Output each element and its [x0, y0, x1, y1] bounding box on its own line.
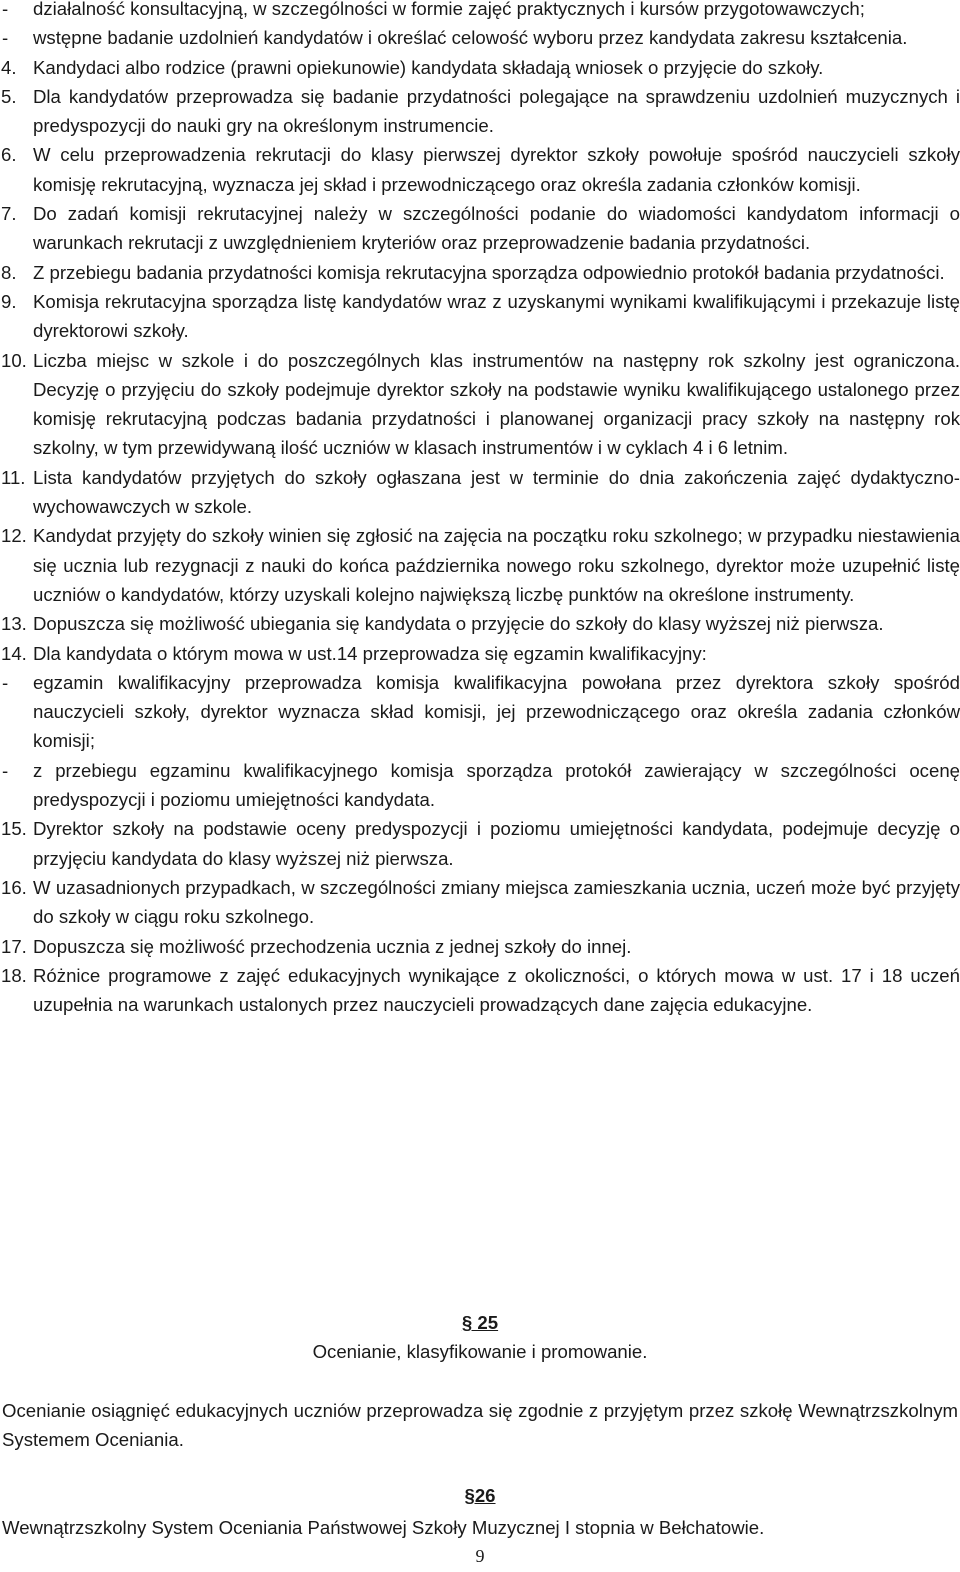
item-text: Kandydaci albo rodzice (prawni opiekunowie) kandydata składają wniosek o przyjęcie do szkoły.: [33, 56, 824, 78]
item-marker: 11.: [1, 466, 26, 488]
section-26-title: Wewnątrzszkolny System Oceniania Państwowej Szkoły Muzycznej I stopnia w Bełchatowie.: [2, 1517, 765, 1538]
numbered-item: [0, 199, 960, 258]
item-marker: -: [2, 27, 9, 49]
bullet-item: [0, 668, 960, 756]
section-25-paragraph: Ocenianie osiągnięć edukacyjnych uczniów przeprowadza się zgodnie z przyjętym przez szkołę Wewnątrzszkolnym Systemem Oceniania.: [2, 1400, 958, 1451]
numbered-item: [0, 639, 960, 668]
item-marker: 7.: [1, 203, 17, 225]
numbered-item: [0, 53, 960, 82]
item-text: Dyrektor szkoły na podstawie oceny predyspozycji i poziomu umiejętności kandydata, podejmuje decyzję o przyjęciu kandydata do klasy wyższej niż pierwsza.: [33, 818, 960, 869]
item-text: W celu przeprowadzenia rekrutacji do klasy pierwszej dyrektor szkoły powołuje spośród nauczycieli szkoły komisję rekrutacyjną, wyznacza jej skład i przewodniczącego oraz określa zadania członków komisji.: [33, 144, 960, 195]
item-text: z przebiegu egzaminu kwalifikacyjnego komisja sporządza protokół zawierający w szczególności ocenę predyspozycji i poziomu umiejętności kandydata.: [33, 759, 960, 811]
item-marker: -: [2, 671, 9, 693]
item-marker: 15.: [1, 818, 27, 840]
item-text: Z przebiegu badania przydatności komisja rekrutacyjna sporządza odpowiednio protokół badania przydatności.: [33, 261, 945, 283]
numbered-item: [0, 140, 960, 199]
bullet-item: [0, 23, 960, 52]
item-marker: 12.: [1, 525, 27, 547]
item-text: działalność konsultacyjną, w szczególności w formie zajęć praktycznych i kursów przygotowawczych;: [33, 0, 865, 19]
numbered-item: [0, 814, 960, 873]
numbered-item: [0, 873, 960, 932]
item-text: Lista kandydatów przyjętych do szkoły ogłaszana jest w terminie do dnia zakończenia zajęć dydaktyczno-wychowawczych w szkole.: [33, 466, 960, 518]
item-text: Dopuszcza się możliwość przechodzenia ucznia z jednej szkoły do innej.: [33, 935, 632, 957]
item-marker: 4.: [1, 56, 17, 78]
section-25-title: Ocenianie, klasyfikowanie i promowanie.: [312, 1341, 648, 1362]
numbered-item: [0, 521, 960, 609]
item-marker: -: [2, 759, 9, 781]
numbered-item: [0, 258, 960, 287]
item-marker: 14.: [1, 642, 27, 664]
item-marker: 13.: [1, 613, 27, 635]
numbered-item: [0, 346, 960, 463]
item-text: W uzasadnionych przypadkach, w szczególności zmiany miejsca zamieszkania ucznia, uczeń może być przyjęty do szkoły w ciągu roku szkolnego.: [33, 876, 960, 928]
item-text: Liczba miejsc w szkole i do poszczególnych klas instrumentów na następny rok szkolny jest ograniczona. Decyzję o przyjęciu do szkoły podejmuje dyrektor szkoły na podstawie wyniku kwalifikującego ustalonego przez komisję rekrutacyjną podczas badania przydatności i planowanej organizacji pracy szkoły na następny rok szkolny, w tym przewidywaną ilość uczniów w klasach instrumentów i w cyklach 4 i 6 letnim.: [33, 349, 960, 459]
numbered-item: [0, 82, 960, 141]
item-text: Dla kandydata o którym mowa w ust.14 przeprowadza się egzamin kwalifikacyjny:: [33, 642, 707, 664]
item-marker: 5.: [1, 85, 17, 107]
numbered-item: [0, 932, 960, 961]
numbered-item: [0, 961, 960, 1020]
item-text: Komisja rekrutacyjna sporządza listę kandydatów wraz z uzyskanymi wynikami kwalifikującymi i przekazuje listę dyrektorowi szkoły.: [33, 290, 960, 342]
item-text: Kandydat przyjęty do szkoły winien się zgłosić na zajęcia na początku roku szkolnego; w przypadku niestawienia się ucznia lub rezygnacji z nauki do końca października nowego roku szkolnego, dyrektor może uzupełnić listę uczniów o kandydatów, którzy uzyskali kolejno największą liczbę punktów na określone instrumenty.: [33, 525, 960, 605]
item-marker: 18.: [1, 964, 27, 986]
item-marker: 10.: [1, 349, 27, 371]
section-26-sign: §26: [464, 1485, 496, 1506]
item-text: Dopuszcza się możliwość ubiegania się kandydata o przyjęcie do szkoły do klasy wyższej niż pierwsza.: [33, 613, 884, 635]
page-number: 9: [475, 1546, 485, 1566]
item-text: wstępne badanie uzdolnień kandydatów i określać celowość wyboru przez kandydata zakresu kształcenia.: [33, 27, 908, 49]
item-marker: -: [2, 0, 9, 19]
numbered-item: [0, 287, 960, 346]
item-marker: 16.: [1, 876, 27, 898]
section-25-sign: § 25: [461, 1312, 499, 1333]
item-marker: 9.: [1, 290, 17, 312]
bullet-item: [0, 0, 960, 23]
item-marker: 6.: [1, 144, 17, 166]
item-text: Różnice programowe z zajęć edukacyjnych wynikające z okoliczności, o których mowa w ust. 17 i 18 uczeń uzupełnia na warunkach ustalonych przez nauczycieli prowadzących dane zajęcia edukacyjne.: [33, 964, 960, 1016]
bullet-item: [0, 756, 960, 815]
item-text: Do zadań komisji rekrutacyjnej należy w szczególności podanie do wiadomości kandydatom informacji o warunkach rekrutacji z uwzględnieniem kryteriów oraz przeprowadzenie badania przydatności.: [33, 203, 960, 254]
numbered-item: [0, 609, 960, 638]
item-text: egzamin kwalifikacyjny przeprowadza komisja kwalifikacyjna powołana przez dyrektora szkoły spośród nauczycieli szkoły, dyrektor wyznacza skład komisji, jej przewodniczącego oraz określa zadania członków komisji;: [33, 671, 960, 752]
item-text: Dla kandydatów przeprowadza się badanie przydatności polegające na sprawdzeniu uzdolnień muzycznych i predyspozycji do nauki gry na określonym instrumencie.: [33, 85, 960, 137]
numbered-item: [0, 463, 960, 522]
item-marker: 8.: [1, 261, 17, 283]
item-marker: 17.: [1, 935, 27, 957]
